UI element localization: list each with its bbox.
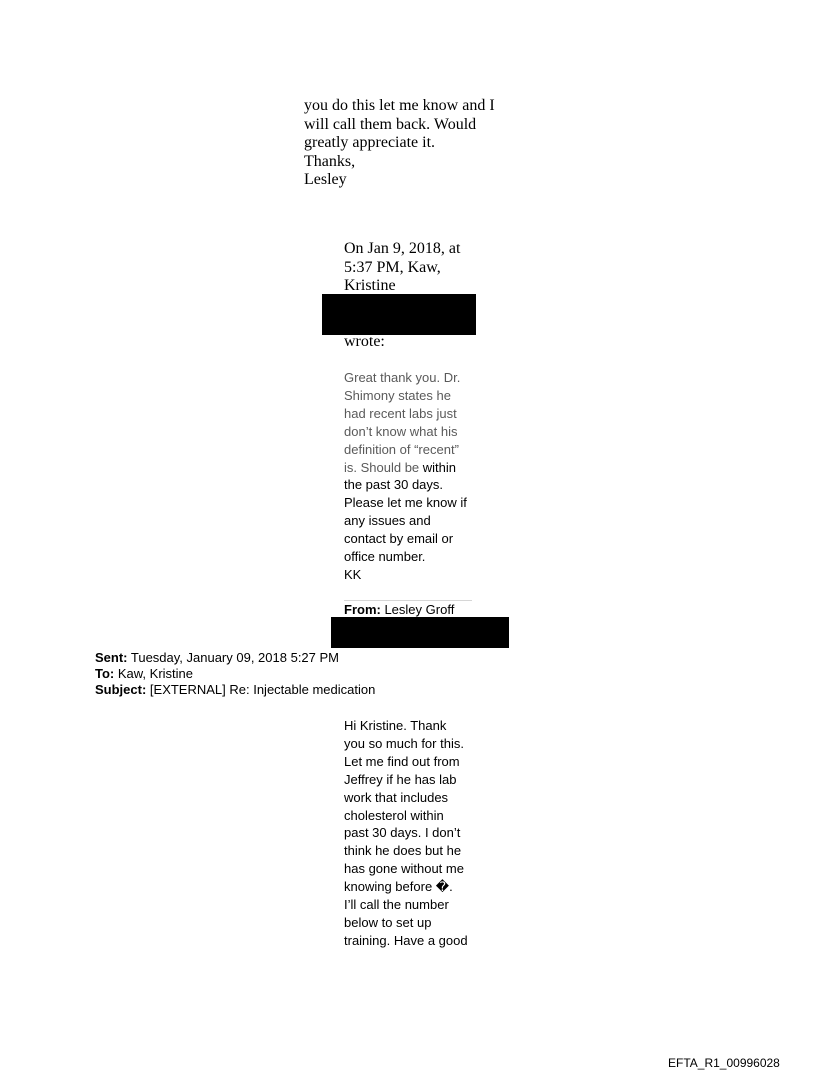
text-line: you so much for this. [344,735,464,751]
sent-value: Tuesday, January 09, 2018 5:27 PM [127,650,340,665]
redaction-box [322,294,476,335]
subject-value: [EXTERNAL] Re: Injectable medication [146,682,376,697]
text-line: Lesley [304,171,347,188]
text-line [344,459,467,477]
text-line: definition of “recent” [344,441,459,457]
kk-message [344,369,467,584]
text-line: don’t know what his [344,423,458,439]
text-line: contact by email or [344,531,454,547]
from-value: Lesley Groff [380,602,455,617]
text-line: past 30 days. I don’t [344,825,461,841]
bates-number: EFTA_R1_00996028 [668,1056,780,1070]
quote-header [344,240,460,296]
text-line: greatly appreciate it. [304,134,436,151]
text-line: below to set up [344,914,432,930]
text-line: office number. [344,549,426,565]
text-line: had recent labs just [344,405,457,421]
email-header [95,650,375,698]
text-line: KK [344,566,362,582]
sent-label: Sent: [95,650,128,665]
text-line: the past 30 days. [344,477,444,493]
from-field [344,602,454,618]
text-line: work that includes [344,789,449,805]
text-line: any issues and [344,513,431,529]
to-label: To: [95,666,115,681]
text-line: knowing before �. [344,879,453,895]
text-line: Jeffrey if he has lab [344,771,457,787]
text-line: think he does but he [344,843,462,859]
text-line: will call them back. Would [304,115,477,133]
sent-field [95,650,375,666]
subject-field [95,682,375,698]
redaction-box [331,617,509,648]
text-line: Please let me know if [344,495,467,511]
text-line: I’ll call the number [344,897,449,913]
separator [344,600,472,601]
from-label: From: [344,602,381,617]
subject-label: Subject: [95,682,147,697]
text-line: Hi Kristine. Thank [344,718,447,733]
text-segment: is. Should be [344,459,423,475]
to-field [95,666,375,682]
text-line: cholesterol within [344,807,444,823]
text-line: you do this let me know and I [304,97,495,114]
text-line: Let me find out from [344,753,460,769]
text-segment: within [422,459,457,475]
wrote-label: wrote: [344,333,385,350]
text-line: Shimony states he [344,387,451,403]
text-line: 5:37 PM, Kaw, [344,258,441,276]
text-line: Thanks, [304,152,356,170]
text-line: has gone without me [344,861,464,877]
text-line: Kristine [344,277,396,294]
reply-message [344,717,468,950]
text-line: Great thank you. Dr. [344,370,461,385]
text-line: training. Have a good [344,932,468,948]
to-value: Kaw, Kristine [114,666,194,681]
top-message-text [304,97,495,190]
text-line: On Jan 9, 2018, at [344,240,461,257]
